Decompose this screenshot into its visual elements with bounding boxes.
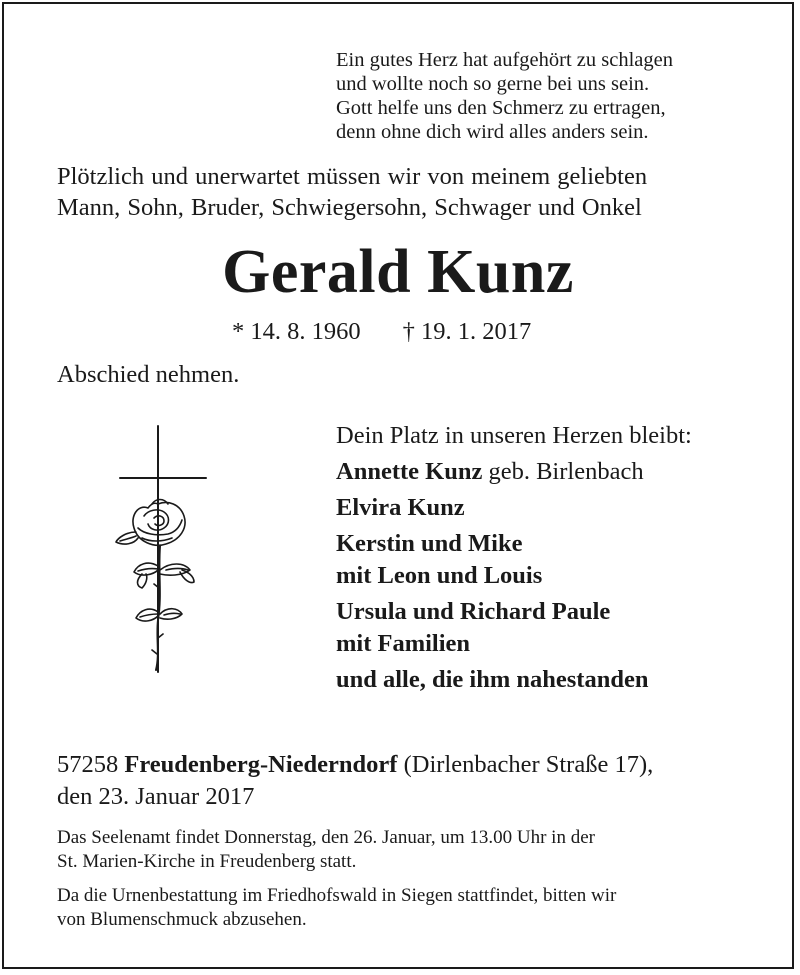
notice-line: von Blumenschmuck abzusehen. <box>57 909 307 930</box>
poem-line: und wollte noch so gerne bei uns sein. <box>336 73 650 95</box>
address-line <box>57 749 653 781</box>
mourner-name: Elvira Kunz <box>336 494 465 521</box>
mourner-entry <box>336 628 692 660</box>
mourner-name: Ursula und Richard Paule <box>336 598 611 625</box>
flowers-notice <box>57 884 616 932</box>
address-block <box>57 749 653 813</box>
town-name: Freudenberg-Niederndorf <box>124 751 398 778</box>
poem-line: Ein gutes Herz hat aufgehört zu schlagen <box>336 49 673 71</box>
notice-date: den 23. Januar 2017 <box>57 783 255 810</box>
notice-line: Das Seelenamt findet Donnerstag, den 26. Januar, um 13.00 Uhr in der <box>57 827 595 848</box>
mourner-name: mit Leon und Louis <box>336 562 543 589</box>
notice-line: Da die Urnenbestattung im Friedhofswald in Siegen stattfindet, bitten wir <box>57 885 617 906</box>
deceased-name: Gerald Kunz <box>222 238 574 306</box>
poem-line: Gott helfe uns den Schmerz zu ertragen, <box>336 97 666 119</box>
announcement-intro <box>57 161 647 223</box>
memorial-poem <box>336 48 673 144</box>
mourner-entry <box>336 664 692 696</box>
farewell-text: Abschied nehmen. <box>57 361 240 388</box>
mass-notice <box>57 826 595 874</box>
mourner-entry <box>336 528 692 560</box>
mourner-name: und alle, die ihm nahestanden <box>336 666 649 693</box>
intro-line: Plötzlich und unerwartet müssen wir von meinem geliebten <box>57 163 648 190</box>
street-name: (Dirlenbacher Straße 17), <box>397 751 654 778</box>
obituary-notice <box>2 2 794 969</box>
life-dates <box>232 318 531 346</box>
death-date: † 19. 1. 2017 <box>402 318 532 345</box>
mourners-heading: Dein Platz in unseren Herzen bleibt: <box>336 422 692 449</box>
poem-line: denn ohne dich wird alles anders sein. <box>336 121 649 143</box>
mourners-list <box>336 420 692 696</box>
intro-line: Mann, Sohn, Bruder, Schwiegersohn, Schwager und Onkel <box>57 194 642 221</box>
mourner-name: mit Familien <box>336 630 471 657</box>
mourner-name: Annette Kunz <box>336 458 483 485</box>
mourner-name: Kerstin und Mike <box>336 530 523 557</box>
mourner-maiden-name: geb. Birlenbach <box>482 458 644 485</box>
mourner-entry <box>336 492 692 524</box>
cross-with-rose-icon <box>108 424 212 676</box>
postal-code: 57258 <box>57 751 125 778</box>
mourner-entry <box>336 456 692 488</box>
birth-date: * 14. 8. 1960 <box>232 318 361 345</box>
mourner-entry <box>336 560 692 592</box>
mourner-entry <box>336 596 692 628</box>
notice-line: St. Marien-Kirche in Freudenberg statt. <box>57 851 357 872</box>
